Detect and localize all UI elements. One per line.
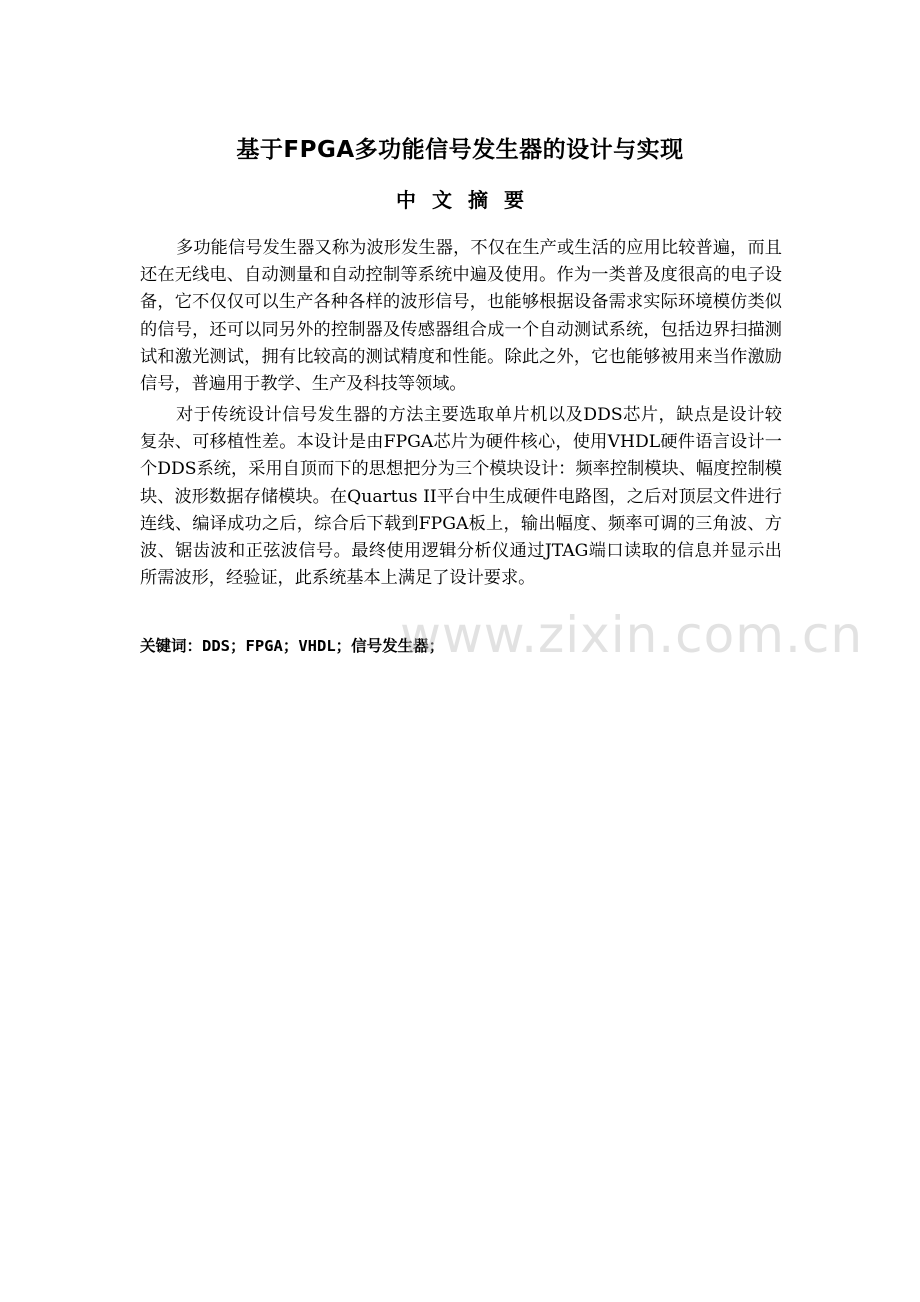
keywords-list: DDS；FPGA；VHDL；信号发生器； [202, 637, 445, 655]
document-title: 基于FPGA多功能信号发生器的设计与实现 [236, 137, 684, 163]
site-watermark: www.zixin.com.cn [400, 606, 864, 664]
abstract-paragraph-1: 多功能信号发生器又称为波形发生器，不仅在生产或生活的应用比较普遍，而且还在无线电、自动测量和自动控制等系统中遍及使用。作为一类普及度很高的电子设备，它不仅仅可以生产各种各样的波形信号，也能够根据设备需求实际环境模仿类似的信号，还可以同另外的控制器及传感器组合成一个自动测试系统，包括边界扫描测试和激光测试，拥有比较高的测试精度和性能。除此之外，它也能够被用来当作激励信号，普遍用于教学、生产及科技等领域。 [140, 238, 782, 395]
abstract-paragraph-2: 对于传统设计信号发生器的方法主要选取单片机以及DDS芯片，缺点是设计较复杂、可移植性差。本设计是由FPGA芯片为硬件核心，使用VHDL硬件语言设计一个DDS系统，采用自顶而下的思想把分为三个模块设计：频率控制模块、幅度控制模块、波形数据存储模块。在Quartus II平台中生成硬件电路图，之后对顶层文件进行连线、编译成功之后，综合后下载到FPGA板上，输出幅度、频率可调的三角波、方波、锯齿波和正弦波信号。最终使用逻辑分析仪通过JTAG端口读取的信息并显示出所需波形，经验证，此系统基本上满足了设计要求。 [140, 405, 782, 589]
abstract-heading: 中文摘要 [396, 188, 540, 212]
keywords-label: 关键词： [140, 637, 203, 655]
